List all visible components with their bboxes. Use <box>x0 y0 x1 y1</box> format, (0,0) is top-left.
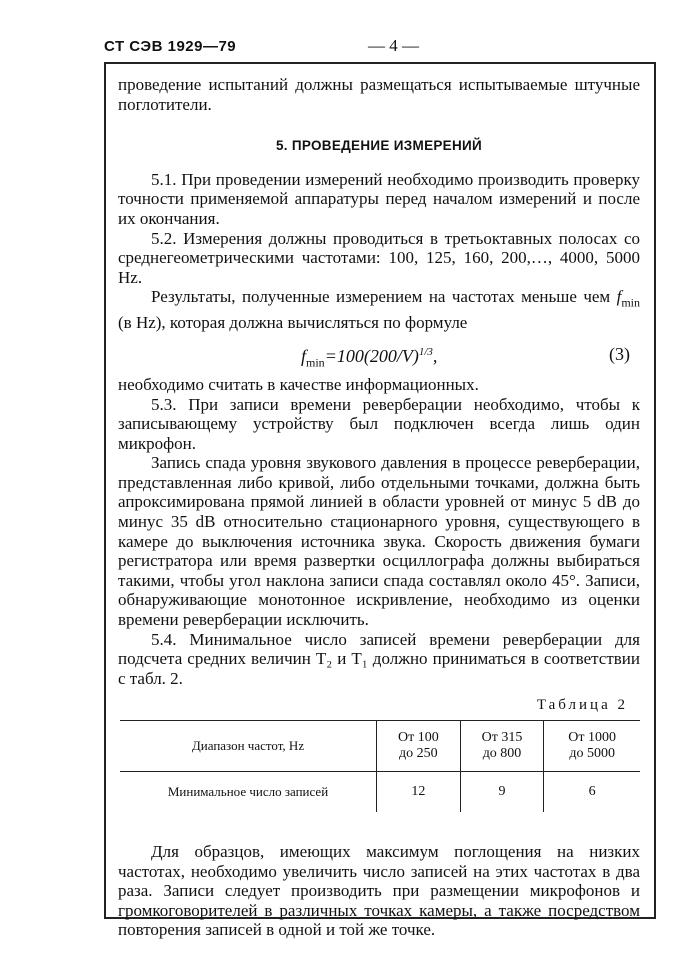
table-caption: Таблица 2 <box>536 697 628 714</box>
paragraph-info: необходимо считать в качестве информационных. <box>118 374 479 394</box>
value-cell: 9 <box>460 772 544 813</box>
paragraph-5-1: 5.1. При проведении измерений необходимо производить проверку точности применяемой аппаратуры перед началом измерений и после их окончания. <box>118 169 640 228</box>
range-cell: От 315 до 800 <box>460 721 544 772</box>
table-header-row <box>120 721 640 772</box>
range-cell: От 100 до 250 <box>377 721 461 772</box>
value-cell: 12 <box>377 772 461 813</box>
paragraph-5-3: 5.3. При записи времени реверберации необходимо, чтобы к записывающему устройству был подключен всегда лишь один микрофон. <box>118 394 640 453</box>
range-cell: От 1000 до 5000 <box>544 721 640 772</box>
results-text-a: Результаты, полученные измерением на частотах меньше чем <box>151 287 611 307</box>
document-body <box>118 75 640 940</box>
value-cell: 6 <box>544 772 640 813</box>
fmin-symbol: $f_{min}$ <box>616 287 640 310</box>
paragraph-5-4: 5.4. Минимальное число записей времени реверберации для подсчета средних величин T₂ и T₁ должно приниматься в соответствии с табл. 2. <box>118 629 640 688</box>
formula-3 <box>118 339 640 371</box>
row-label-cell: Минимальное число записей <box>167 784 329 800</box>
paragraph-results <box>118 287 640 333</box>
table-2 <box>120 720 640 812</box>
section-title: 5. ПРОВЕДЕНИЕ ИЗМЕРЕНИЙ <box>275 138 483 154</box>
results-text-b: (в Hz), которая должна вычисляться по формуле <box>118 313 468 333</box>
paragraph-decay: Запись спада уровня звукового давления в процессе реверберации, представленная либо кривой, либо отдельными точками, должна быть апроксимирована прямой линией в области уровней от минус 5 dB до минус 35 dB относительно стационарного уровня, существующего в камере до выключения источника звука. Скорость движения бумаги регистратора или время развертки осциллографа должны выбираться такими, чтобы угол наклона записи спада составлял около 45°. Записи, обнаруживающие монотонное искривление, необходимо из оценки времени реверберации исключить. <box>118 453 640 630</box>
table-row <box>120 772 640 813</box>
page-number: — 4 — <box>368 36 419 55</box>
standard-number: СТ СЭВ 1929—79 <box>104 38 237 55</box>
intro-paragraph: проведение испытаний должны размещаться испытываемые штучные поглотители. <box>118 75 640 114</box>
paragraph-final: Для образцов, имеющих максимум поглощения на низких частотах, необходимо увеличить число записей на этих частотах в два раза. Записи следует производить при размещении микрофонов и громкоговорителей в различных точках камеры, а также посредством повторения записей в одной и той же точке. <box>118 842 640 940</box>
paragraph-5-2: 5.2. Измерения должны проводиться в третьоктавных полосах со среднегеометрическими частотами: 100, 125, 160, 200,…, 4000, 5000 Hz. <box>118 228 640 287</box>
formula-expression: $f_{min}=100(200/V)^{1/3}$, <box>301 345 438 370</box>
formula-number: (3) <box>609 343 630 364</box>
header-label-cell: Диапазон частот, Hz <box>120 721 377 772</box>
